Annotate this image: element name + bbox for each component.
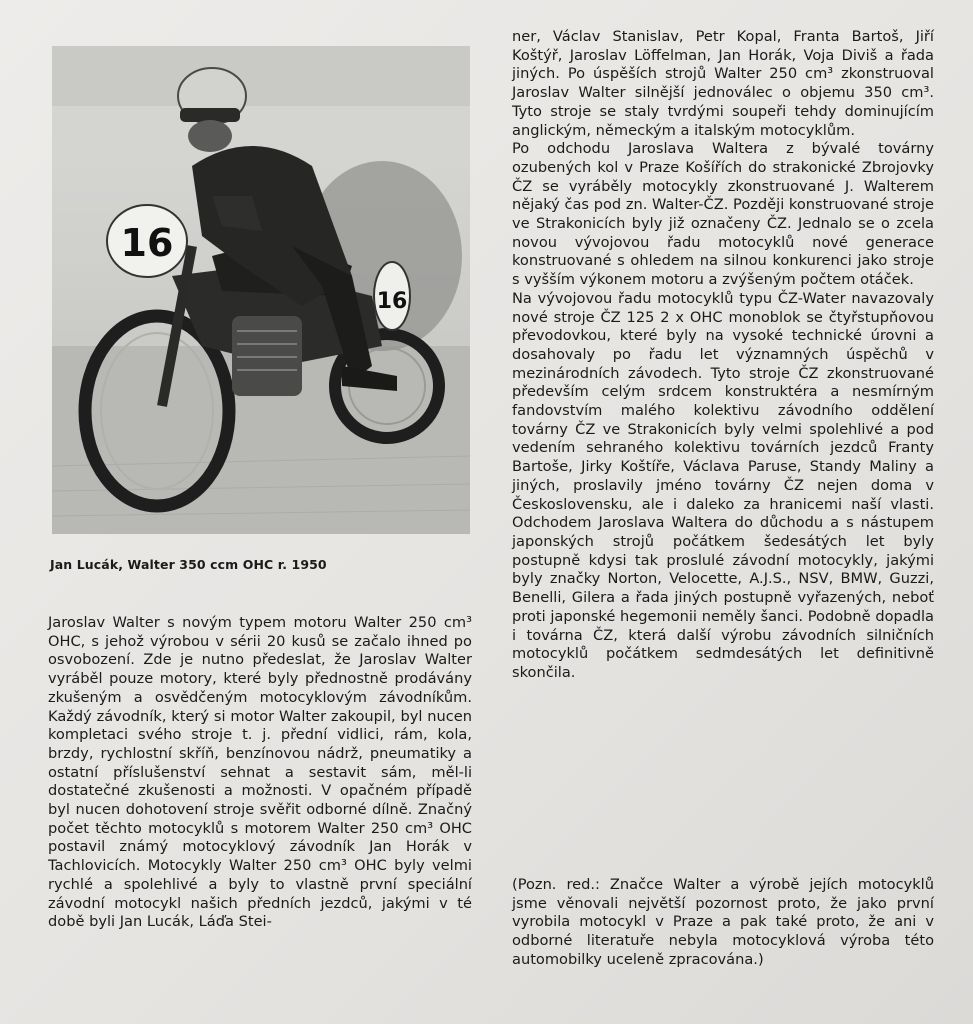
racer-illustration [52,46,470,534]
front-number-plate-text: 16 [120,221,174,265]
editor-note-text: (Pozn. red.: Značce Walter a výrobě jejích motocyklů jsme věnovali největší pozornost proto, že jako první vyrobila motocykl v Praze a pak také proto, že ani v odborné literatuře nebyla motocyklová výroba této automobilky uceleně zpracována.) [512,876,934,968]
motorcycle-racer-photo [52,46,470,534]
rear-number-plate-text: 16 [376,289,408,314]
left-column-paragraph: Jaroslav Walter s novým typem motoru Walter 250 cm³ OHC, s jehož výrobou v sérii 20 kusů se začalo ihned po osvobození. Zde je nutno předeslat, že Jaroslav Walter vyráběl pouze motory, které byly přednostně prodávány zkušeným a osvědčeným motocyklovým závodníkům. Každý závodník, který si motor Walter zakoupil, byl nucen kompletaci svého stroje t. j. přední vidlici, rám, kola, brzdy, rychlostní skříň, benzínovou nádrž, pneumatiky a ostatní příslušenství sehnat a sestavit sám, měl-li dostatečné zkušenosti a možnosti. V opačném případě byl nucen dohotovení stroje svěřit odborné dílně. Značný počet těchto motocyklů s motorem Walter 250 cm³ OHC postavil známý motocyklový závodník Jan Horák v Tachlovicích. Motocykly Walter 250 cm³ OHC byly velmi rychlé a spolehlivé a byly to vlastně první speciální závodní motocykl našich předních jezdců, jakými v té době byli Jan Lucák, Láďa Stei- [48,614,472,931]
right-column-paragraph-1: ner, Václav Stanislav, Petr Kopal, Franta Bartoš, Jiří Koštýř, Jaroslav Löffelman, Jan Horák, Voja Diviš a řada jiných. Po úspěších strojů Walter 250 cm³ zkonstruoval Jaroslav Walter silnější jednoválec o objemu 350 cm³. Tyto stroje se staly tvrdými soupeři tehdy dominujícím anglickým, německým a italským motocyklům. [512,28,934,139]
right-column [512,28,934,683]
right-column-paragraph-3: Na vývojovou řadu motocyklů typu ČZ-Water navazovaly nové stroje ČZ 125 2 x OHC monoblok se čtyřstupňovou převodovkou, které byly na vysoké technické úrovni a dosahovaly po řadu let významných úspěchů v mezinárodních závodech. Tyto stroje ČZ zkonstruované především celým srdcem konstruktéra a nesmírným fandovstvím malého kolektivu závodního oddělení továrny ČZ ve Strakonicích byly velmi spolehlivé a pod vedením sehraného kolektivu továrních jezdců Franty Bartoše, Jirky Koštíře, Václava Paruse, Standy Maliny a jiných, proslavily jméno továrny ČZ nejen doma v Československu, ale i daleko za hranicemi naší vlasti. Odchodem Jaroslava Waltera do důchodu a s nástupem japonských strojů počátkem šedesátých let byly postupně kdysi tak proslulé závodní motocykly, jakými byly značky Norton, Velocette, A.J.S., NSV, BMW, Guzzi, Benelli, Gilera a řada jiných postupně vyřazených, neboť proti japonské hegemonii neměly šanci. Podobně dopadla i továrna ČZ, která další výrobu závodních silničních motocyklů počátkem sedmdesátých let definitivně skončila. [512,289,934,681]
left-column [48,614,472,932]
photo-caption: Jan Lucák, Walter 350 ccm OHC r. 1950 [50,557,327,572]
editor-note [512,876,934,970]
right-column-paragraph-2: Po odchodu Jaroslava Waltera z bývalé továrny ozubených kol v Praze Košířích do strakonické Zbrojovky ČZ se vyráběly motocykly zkonstruované J. Walterem nějaký čas pod zn. Walter-ČZ. Později konstruované stroje ve Strakonicích byly již označeny ČZ. Jednalo se o zcela novou vývojovou řadu motocyklů nové generace konstruované s ohledem na silnou konkurenci jako stroje s vyšším výkonem motoru a zvýšeným počtem otáček. [512,140,934,289]
